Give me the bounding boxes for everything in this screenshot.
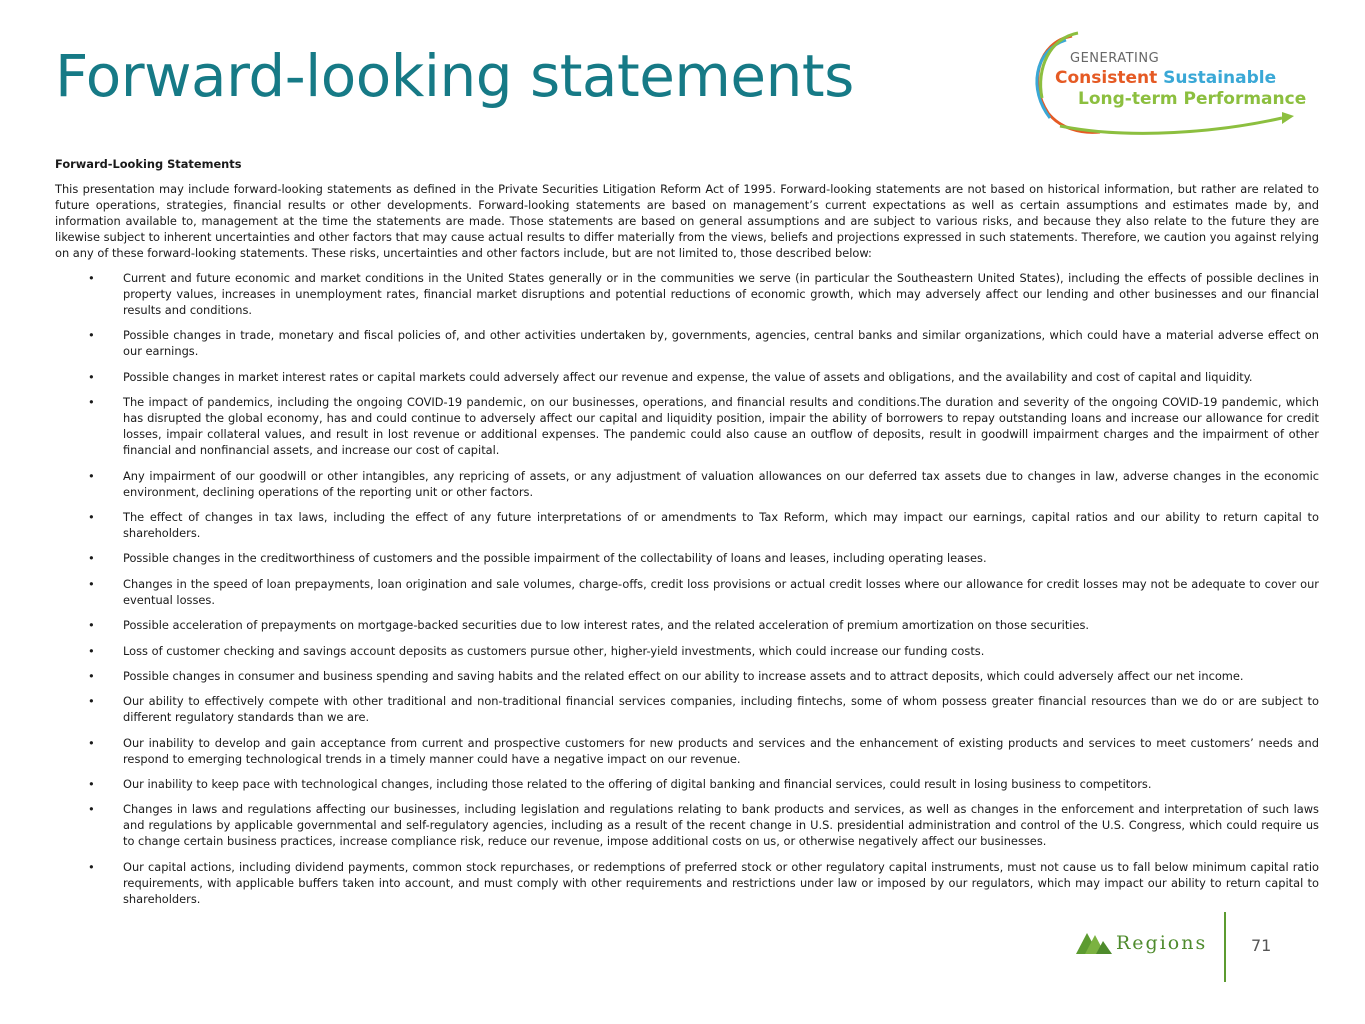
list-item (55, 369, 1319, 385)
bullet-text: Any impairment of our goodwill or other intangibles, any repricing of assets, or any adjustment of valuation allowances on our deferred tax assets due to changes in law, adverse changes in the economic environment, declining operations of the reporting unit or other factors. (123, 468, 1319, 499)
bullet-text: Possible changes in the creditworthiness of customers and the possible impairment of the collectability of loans and leases, including operating leases. (123, 551, 987, 566)
list-item (55, 801, 1319, 849)
bullet-text: Loss of customer checking and savings account deposits as customers pursue other, higher-yield investments, which could increase our funding costs. (123, 643, 985, 658)
statement-body (55, 156, 1319, 916)
tagline-sustainable: Sustainable (1163, 68, 1277, 88)
list-item (55, 327, 1319, 359)
tagline-generating: GENERATING (1070, 51, 1160, 66)
page-number: 71 (1251, 936, 1272, 955)
regions-triangle-icon (1076, 929, 1112, 955)
list-item (55, 394, 1319, 458)
list-item (55, 776, 1319, 792)
bullet-icon: • (88, 395, 95, 410)
bullet-icon: • (88, 328, 95, 343)
bullet-text: Possible changes in trade, monetary and fiscal policies of, and other activities undertaken by, governments, agencies, central banks and similar organizations, which could have a material adverse effect on our earnings. (123, 328, 1319, 359)
bullet-icon: • (88, 576, 95, 591)
risk-factor-list (55, 270, 1319, 907)
logo-wordmark: Regions (1116, 932, 1208, 954)
bullet-text: Our ability to effectively compete with other traditional and non-traditional financial services companies, including fintechs, some of whom possess greater financial resources than we do or are subject to different regulatory standards than we are. (123, 694, 1319, 725)
bullet-icon: • (88, 859, 95, 874)
bullet-text: Possible changes in market interest rates or capital markets could adversely affect our revenue and expense, the value of assets and obligations, and the availability and cost of capital and liquidity. (123, 369, 1253, 384)
footer-divider (1224, 912, 1226, 982)
list-item (55, 693, 1319, 725)
list-item (55, 270, 1319, 318)
tagline-badge (1020, 28, 1320, 138)
bullet-icon: • (88, 271, 95, 285)
bullet-icon: • (88, 509, 95, 524)
bullet-icon: • (88, 694, 95, 709)
list-item (55, 468, 1319, 500)
bullet-text: Our inability to develop and gain acceptance from current and prospective customers for new products and services and the enhancement of existing products and services to meet customers’ needs and respond to emerging technological trends in a timely manner could have a negative impact on our revenue. (123, 735, 1319, 766)
intro-paragraph: This presentation may include forward-looking statements as defined in the Private Securities Litigation Reform Act of 1995. Forward-looking statements are not based on historical information, but rather are related to future operations, strategies, financial results or other developments. Forward-looking statements are based on management’s current expectations as well as certain assumptions and estimates made by, and information available to, management at the time the statements are made. Those statements are based on general assumptions and are subject to various risks, and because they also relate to the future they are likewise subject to inherent uncertainties and other factors that may cause actual results to differ materially from the views, beliefs and projections expressed in such statements. Therefore, we caution you against relying on any of these forward-looking statements. These risks, uncertainties and other factors include, but are not limited to, those described below: (55, 182, 1319, 260)
bullet-icon: • (88, 643, 95, 658)
bullet-icon: • (88, 735, 95, 750)
bullet-text: Possible changes in consumer and business spending and saving habits and the related effect on our ability to increase assets and to attract deposits, which could adversely affect our net income. (123, 668, 1244, 683)
bullet-text: Our inability to keep pace with technological changes, including those related to the offering of digital banking and financial services, could result in losing business to competitors. (123, 777, 1152, 792)
bullet-text: The impact of pandemics, including the ongoing COVID-19 pandemic, on our businesses, operations, and financial results and conditions.The duration and severity of the ongoing COVID-19 pandemic, which has disrupted the global economy, has and could continue to adversely affect our capital and liquidity position, impair the ability of borrowers to repay outstanding loans and increase our allowance for credit losses, impair collateral values, and result in lost revenue or additional expenses. The pandemic could also cause an outflow of deposits, result in goodwill impairment charges and the impairment of other financial and nonfinancial assets, and increase our cost of capital. (123, 395, 1319, 458)
list-item (55, 859, 1319, 907)
bullet-text: The effect of changes in tax laws, including the effect of any future interpretations of or amendments to Tax Reform, which may impact our earnings, capital ratios and our ability to return capital to shareholders. (123, 509, 1319, 540)
bullet-icon: • (88, 551, 95, 566)
tagline-long-term: Long-term Performance (1078, 89, 1307, 109)
regions-logo (1076, 929, 1226, 959)
bullet-icon: • (88, 369, 95, 384)
list-item (55, 643, 1319, 659)
bullet-icon: • (88, 468, 95, 483)
list-item (55, 735, 1319, 767)
list-item (55, 509, 1319, 541)
bullet-icon: • (88, 668, 95, 683)
bullet-icon: • (88, 777, 95, 792)
section-heading: Forward-Looking Statements (55, 157, 242, 171)
bullet-text: Changes in laws and regulations affecting our businesses, including legislation and regulations relating to bank products and services, as well as changes in the enforcement and interpretation of such laws and regulations by applicable governmental and self-regulatory agencies, including as a result of the recent change in U.S. presidential administration and control of the U.S. Congress, which could require us to change certain business practices, increase compliance risk, reduce our revenue, impose additional costs on us, or otherwise negatively affect our businesses. (123, 802, 1319, 849)
bullet-text: Our capital actions, including dividend payments, common stock repurchases, or redemptions of preferred stock or other regulatory capital instruments, must not cause us to fall below minimum capital ratio requirements, with applicable buffers taken into account, and must comply with other requirements and restrictions under law or imposed by our regulators, which may impact our ability to return capital to shareholders. (123, 859, 1319, 906)
list-item (55, 576, 1319, 608)
bullet-text: Possible acceleration of prepayments on mortgage-backed securities due to low interest rates, and the related acceleration of premium amortization on those securities. (123, 618, 1090, 633)
bullet-text: Changes in the speed of loan prepayments, loan origination and sale volumes, charge-offs, credit loss provisions or actual credit losses where our allowance for credit losses may not be adequate to cover our eventual losses. (123, 576, 1319, 607)
page-title: Forward-looking statements (55, 42, 854, 110)
tagline-consistent: Consistent (1055, 68, 1158, 88)
list-item (55, 668, 1319, 684)
bullet-icon: • (88, 618, 95, 633)
list-item (55, 550, 1319, 566)
bullet-icon: • (88, 802, 95, 817)
list-item (55, 617, 1319, 633)
bullet-text: Current and future economic and market conditions in the United States generally or in the communities we serve (in particular the Southeastern United States), including the effects of possible declines in property values, increases in unemployment rates, financial market disruptions and potential reductions of economic growth, which may adversely affect our lending and other businesses and our financial results and conditions. (123, 271, 1319, 317)
tagline-line2 (1055, 68, 1276, 88)
